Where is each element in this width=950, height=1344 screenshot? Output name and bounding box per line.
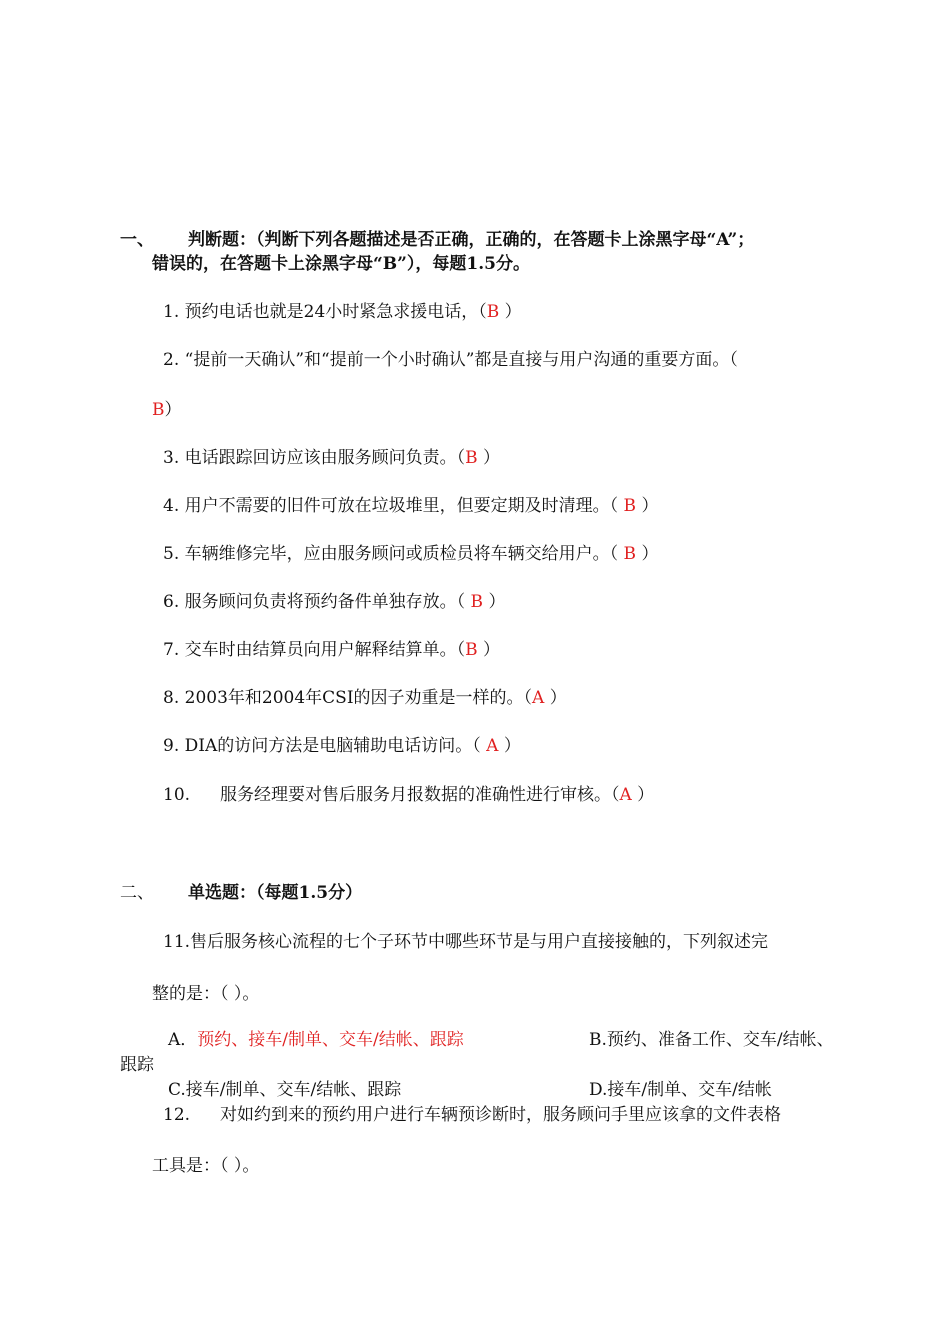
mc-question-11-option-b: B.预约、准备工作、交车/结帐、 (589, 1030, 834, 1050)
tf-question-2-answer-line (152, 398, 182, 422)
answer-mark: B (623, 544, 637, 564)
question-text: 服务顾问负责将预约备件单独存放。（ (184, 592, 471, 612)
question-text: 服务经理要对售后服务月报数据的准确性进行审核。（ (220, 785, 620, 805)
mc-question-11-line1: 11.售后服务核心流程的七个子环节中哪些环节是与用户直接接触的，下列叙述完 (163, 932, 769, 952)
question-number: 10. (163, 785, 191, 805)
question-number: 9. (163, 736, 180, 756)
answer-close: ） (477, 640, 501, 660)
mc-question-12-number: 12. (163, 1105, 191, 1125)
answer-mark: A (486, 736, 499, 756)
tf-question-2 (163, 348, 738, 372)
question-text: 用户不需要的旧件可放在垃圾堆里，但要定期及时清理。（ (184, 496, 624, 516)
answer-close: ） (498, 736, 521, 756)
tf-question-1 (163, 300, 522, 324)
section1-title-line2: 错误的，在答题卡上涂黑字母“B”），每题1.5分。 (152, 254, 531, 274)
mc-question-11-line2: 整的是：（ ）。 (152, 984, 260, 1004)
question-text: 电话跟踪回访应该由服务顾问负责。（ (184, 448, 466, 468)
tf-question-6 (163, 590, 505, 614)
question-text: “提前一天确认”和“提前一个小时确认”都是直接与用户沟通的重要方面。（ (184, 350, 738, 370)
mc-question-12-line2: 工具是：（ ）。 (152, 1156, 260, 1176)
answer-close: ） (499, 302, 522, 322)
answer-mark: B (465, 448, 478, 468)
answer-mark: A (619, 785, 632, 805)
question-number: 1. (163, 302, 180, 322)
mc-question-12-line1: 对如约到来的预约用户进行车辆预诊断时，服务顾问手里应该拿的文件表格 (220, 1105, 781, 1125)
question-text: DIA的访问方法是电脑辅助电话访问。（ (184, 736, 487, 756)
question-number: 7. (163, 640, 180, 660)
answer-mark: B (152, 400, 165, 420)
question-number: 6. (163, 592, 180, 612)
tf-question-7 (163, 638, 500, 662)
tf-question-4 (163, 494, 658, 518)
question-text: 交车时由结算员向用户解释结算单。（ (184, 640, 466, 660)
tf-question-10-body (220, 783, 654, 807)
mc-question-11-option-d: D.接车/制单、交车/结帐 (589, 1080, 772, 1100)
section1-title-line1: 判断题：（判断下列各题描述是否正确，正确的，在答题卡上涂黑字母“A”； (188, 230, 755, 250)
answer-mark: B (465, 640, 478, 660)
question-number: 5. (163, 544, 180, 564)
question-text: 2003年和2004年CSI的因子劝重是一样的。（ (184, 688, 533, 708)
tf-question-3 (163, 446, 500, 470)
answer-close: ） (636, 544, 659, 564)
question-number: 2. (163, 350, 180, 370)
answer-mark: B (623, 496, 637, 516)
section2-number: 二、 (120, 883, 154, 903)
tf-question-9 (163, 734, 521, 758)
answer-mark: B (470, 592, 484, 612)
section2-title: 单选题：（每题1.5分） (188, 883, 363, 903)
answer-close: ） (636, 496, 659, 516)
answer-close: ） (483, 592, 506, 612)
tf-question-5 (163, 542, 658, 566)
answer-mark: B (486, 302, 500, 322)
answer-close: ） (164, 400, 182, 420)
answer-mark: A (532, 688, 545, 708)
question-number: 8. (163, 688, 180, 708)
option-a-text: 预约、接车/制单、交车/结帐、跟踪 (197, 1030, 464, 1050)
tf-question-10 (163, 783, 190, 807)
section1-number: 一、 (120, 230, 154, 250)
question-text: 车辆维修完毕，应由服务顾问或质检员将车辆交给用户。（ (184, 544, 624, 564)
question-text: 预约电话也就是24小时紧急求援电话，（ (184, 302, 487, 322)
mc-question-11-option-b-cont: 跟踪 (120, 1055, 154, 1075)
question-number: 4. (163, 496, 180, 516)
option-a-label: A． (168, 1030, 198, 1050)
answer-close: ） (544, 688, 567, 708)
answer-close: ） (631, 785, 655, 805)
mc-question-11-option-c: C.接车/制单、交车/结帐、跟踪 (168, 1080, 402, 1100)
question-number: 3. (163, 448, 180, 468)
tf-question-8 (163, 686, 567, 710)
answer-close: ） (477, 448, 501, 468)
mc-question-11-option-a (168, 1028, 464, 1052)
